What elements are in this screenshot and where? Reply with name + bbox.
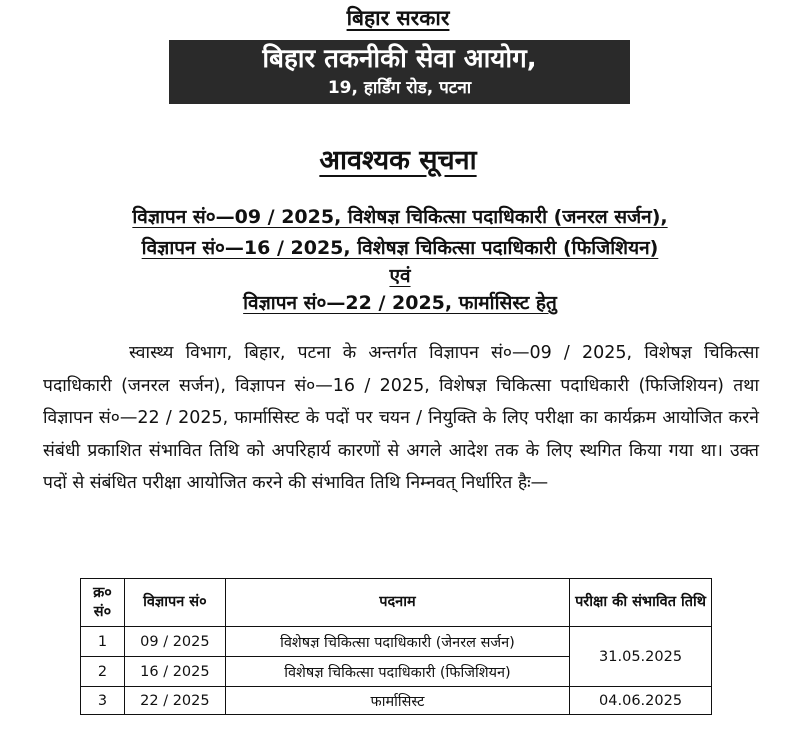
cell-serial: 3 <box>81 687 125 715</box>
header-serial: क्र० सं० <box>81 579 125 627</box>
cell-advt-no: 09 / 2025 <box>124 627 225 657</box>
cell-serial: 2 <box>81 657 125 687</box>
cell-exam-date: 31.05.2025 <box>570 627 712 687</box>
subject-line-4-text: विज्ञापन सं०—22 / 2025, फार्मासिस्ट हेतु <box>243 292 557 314</box>
table-row <box>81 687 712 715</box>
notice-title <box>0 140 796 177</box>
government-heading-text: बिहार सरकार <box>346 6 450 30</box>
table-row <box>81 627 712 657</box>
subject-line-3-text: एवं <box>389 265 411 287</box>
table-header-row <box>81 579 712 627</box>
cell-serial: 1 <box>81 627 125 657</box>
cell-advt-no: 22 / 2025 <box>124 687 225 715</box>
commission-address: 19, हार्डिंग रोड, पटना <box>327 78 472 98</box>
header-exam-date: परीक्षा की संभावित तिथि <box>570 579 712 627</box>
cell-post: विशेषज्ञ चिकित्सा पदाधिकारी (फिजिशियन) <box>225 657 569 687</box>
government-heading <box>0 4 796 32</box>
subject-line-4 <box>30 289 770 315</box>
exam-schedule-table <box>80 578 712 715</box>
subject-line-2 <box>30 234 770 260</box>
cell-exam-date: 04.06.2025 <box>570 687 712 715</box>
commission-banner <box>169 40 630 104</box>
notice-body-paragraph: स्वास्थ्य विभाग, बिहार, पटना के अन्तर्गत विज्ञापन सं०—09 / 2025, विशेषज्ञ चिकित्सा पदाधिकारी (जनरल सर्जन), विज्ञापन सं०—16 / 2025, विशेषज्ञ चिकित्सा पदाधिकारी (फिजिशियन) तथा विज्ञापन सं०—22 / 2025, फार्मासिस्ट के पदों पर चयन / नियुक्ति के लिए परीक्षा का कार्यक्रम आयोजित करने संबंधी प्रकाशित संभावित तिथि को अपरिहार्य कारणों से अगले आदेश तक के लिए स्थगित किया गया था। उक्त पदों से संबंधित परीक्षा आयोजित करने की संभावित तिथि निम्नवत् निर्धारित हैः— <box>43 343 759 493</box>
subject-line-1 <box>30 203 770 229</box>
notice-title-text: आवश्यक सूचना <box>319 145 477 176</box>
cell-advt-no: 16 / 2025 <box>124 657 225 687</box>
cell-post: विशेषज्ञ चिकित्सा पदाधिकारी (जेनरल सर्जन) <box>225 627 569 657</box>
cell-post: फार्मासिस्ट <box>225 687 569 715</box>
header-post: पदनाम <box>225 579 569 627</box>
subject-line-2-text: विज्ञापन सं०—16 / 2025, विशेषज्ञ चिकित्सा पदाधिकारी (फिजिशियन) <box>141 237 659 259</box>
header-advt-no: विज्ञापन सं० <box>124 579 225 627</box>
subject-line-3 <box>30 262 770 288</box>
subject-line-1-text: विज्ञापन सं०—09 / 2025, विशेषज्ञ चिकित्सा पदाधिकारी (जनरल सर्जन), <box>132 206 668 228</box>
commission-name: बिहार तकनीकी सेवा आयोग, <box>262 44 537 74</box>
